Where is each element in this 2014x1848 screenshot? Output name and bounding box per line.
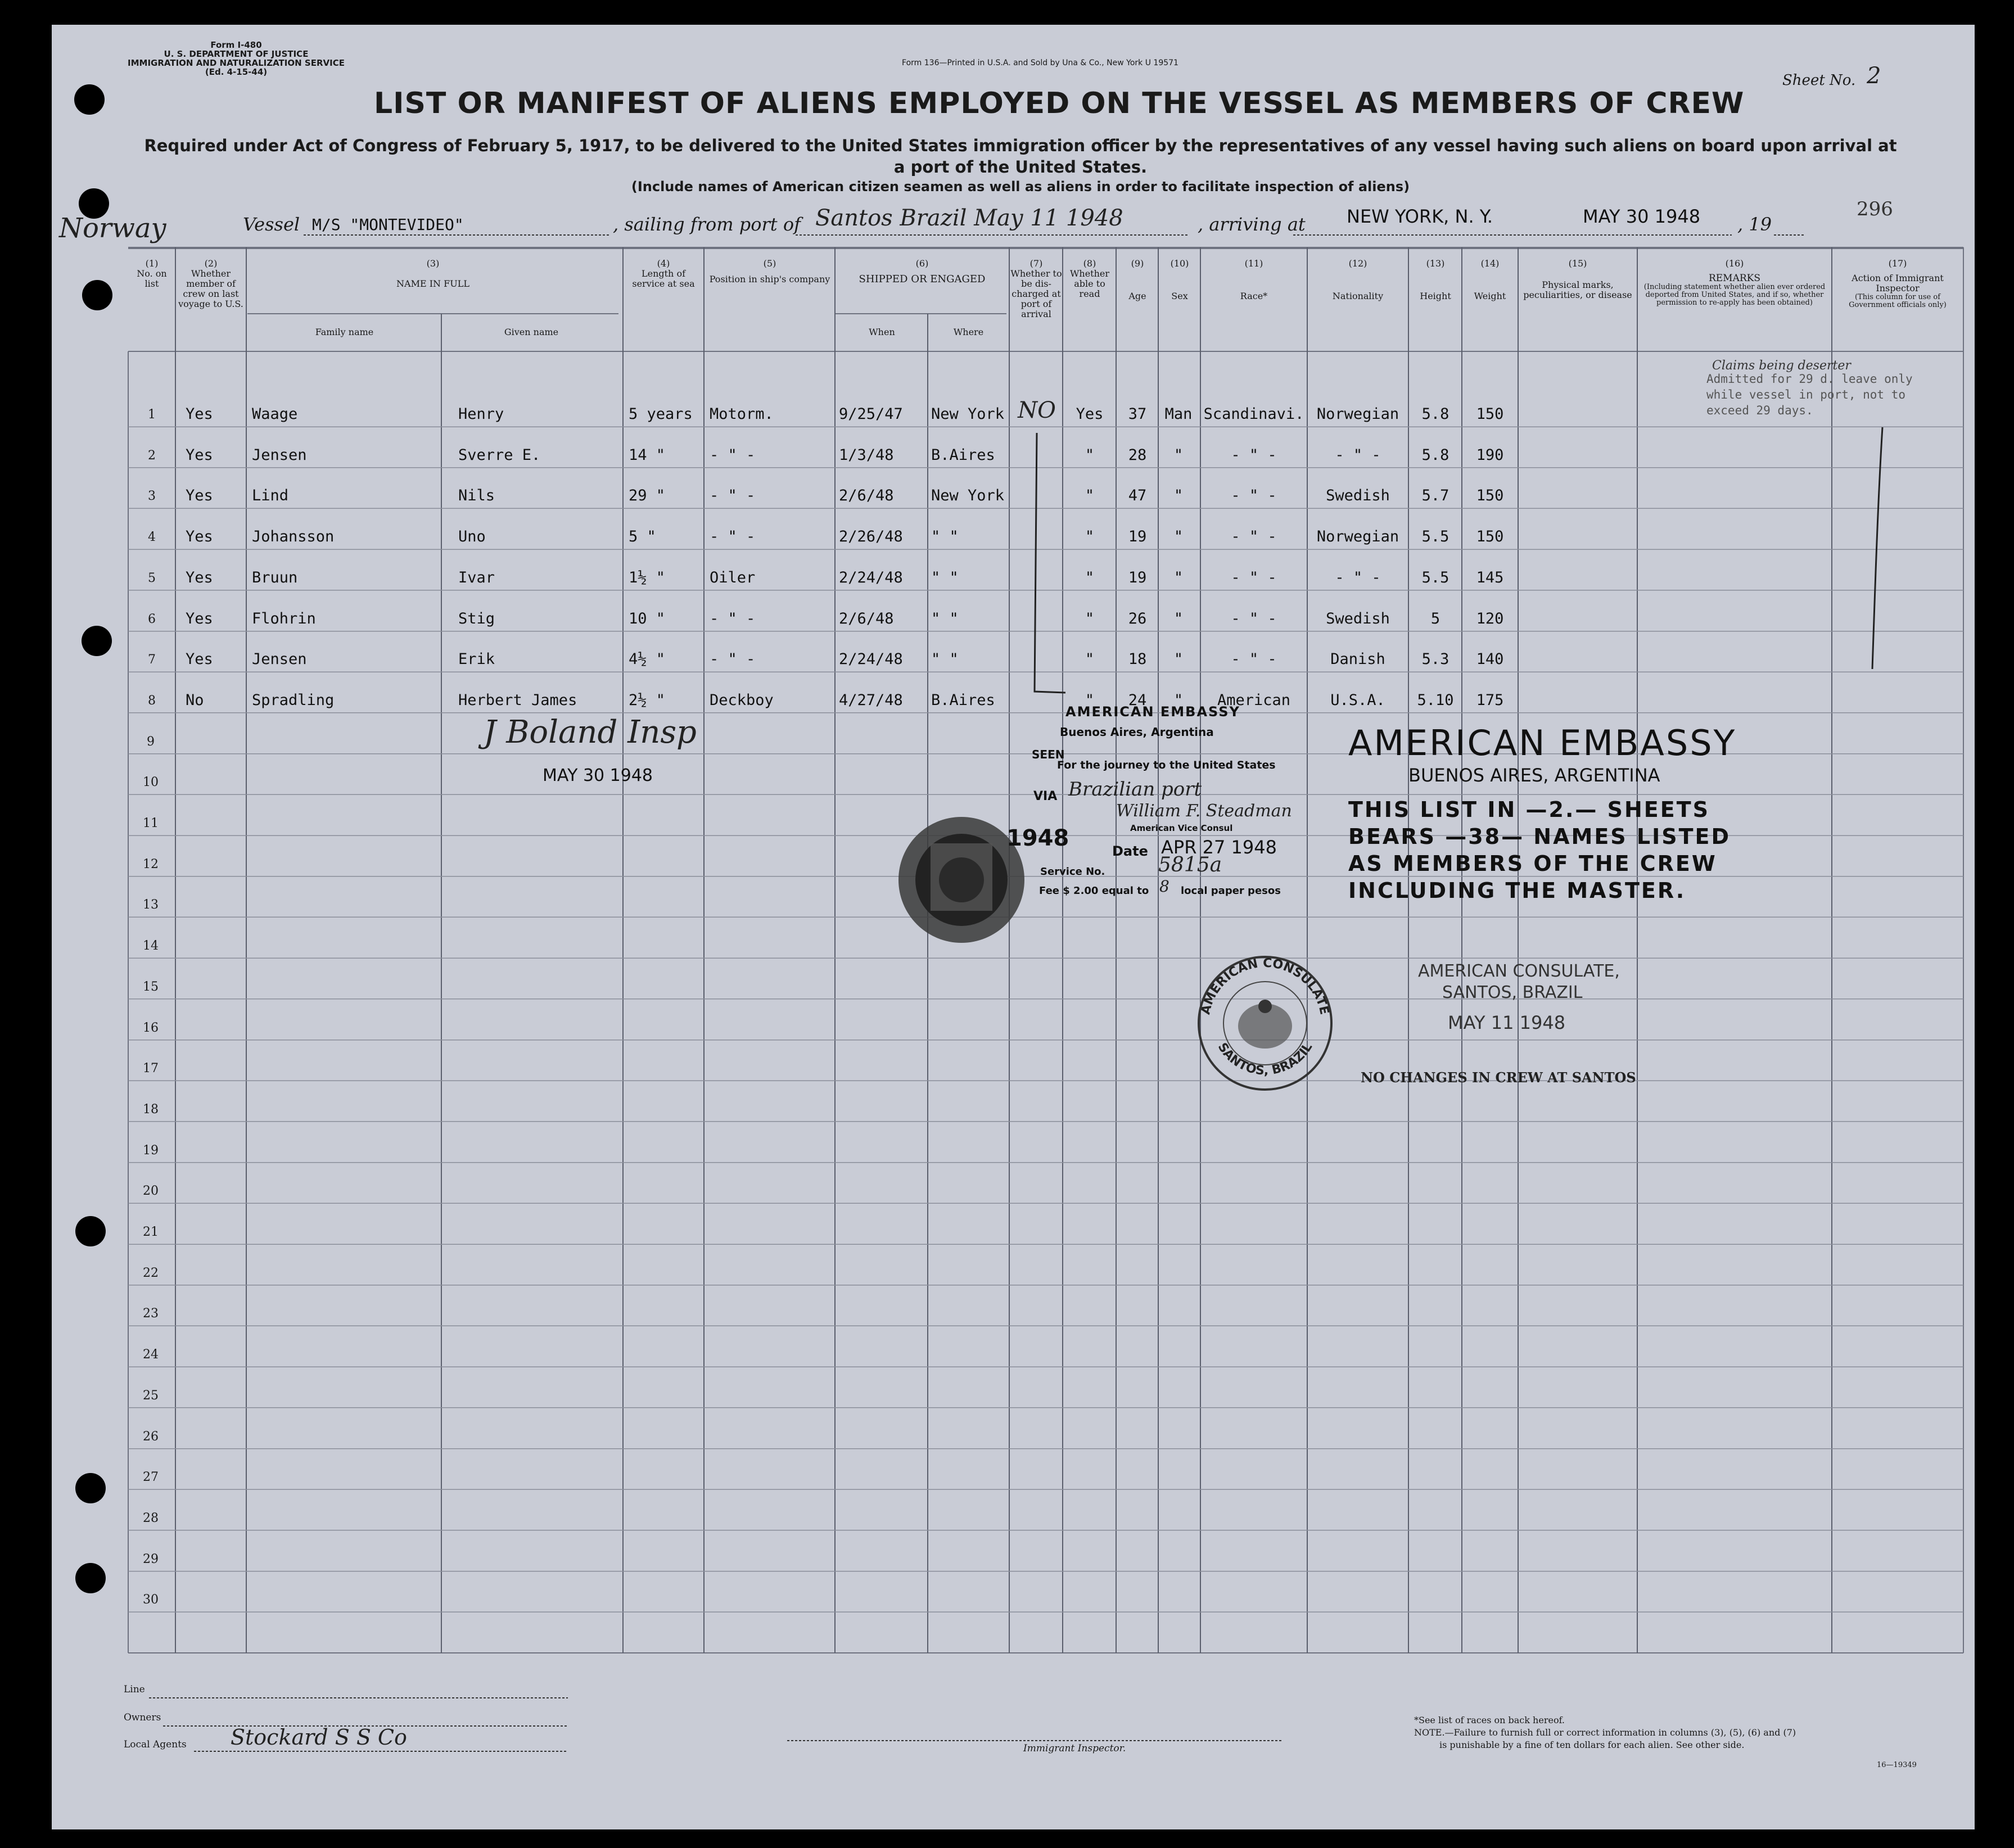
cell-weight: 150 bbox=[1476, 405, 1504, 423]
cell-family: Lind bbox=[252, 487, 289, 505]
cell-height: 5 bbox=[1430, 609, 1440, 627]
cell-prev: Yes bbox=[186, 609, 213, 627]
row-number: 28 bbox=[143, 1511, 159, 1525]
vessel-underline bbox=[0, 0, 2014, 247]
footer-note1: *See list of races on back hereof. bbox=[1414, 1715, 1565, 1725]
cell-when: 2/6/48 bbox=[839, 487, 894, 505]
embassy-stamp-line5: AS MEMBERS OF THE CREW bbox=[1348, 851, 1717, 876]
cell-race: - " - bbox=[1231, 568, 1277, 586]
cell-weight: 150 bbox=[1476, 487, 1504, 505]
cell-family: Johansson bbox=[252, 528, 335, 546]
cell-prev: No bbox=[186, 691, 204, 709]
cell-prev: Yes bbox=[186, 487, 213, 505]
cell-service: 1½ " bbox=[629, 568, 666, 586]
visa-fee-tail: local paper pesos bbox=[1181, 885, 1281, 897]
cell-race: Scandinavi. bbox=[1203, 405, 1304, 423]
cell-given: Stig bbox=[458, 609, 495, 627]
cell-nationality: Swedish bbox=[1326, 487, 1390, 505]
cell-weight: 140 bbox=[1476, 650, 1504, 668]
cell-nationality: - " - bbox=[1335, 446, 1381, 464]
row-number: 23 bbox=[143, 1307, 159, 1321]
cell-service: 5 " bbox=[629, 528, 656, 546]
col9-header: (9) Age bbox=[1128, 258, 1146, 301]
row-number: 15 bbox=[143, 979, 159, 994]
col12-header: (12) Nationality bbox=[1332, 258, 1384, 301]
cell-height: 5.8 bbox=[1421, 405, 1449, 423]
cell-race: - " - bbox=[1231, 609, 1277, 627]
cell-when: 2/26/48 bbox=[839, 528, 903, 546]
col14-header: (14) Weight bbox=[1474, 258, 1506, 301]
cell-position: - " - bbox=[710, 528, 756, 546]
visa-service-label: Service No. bbox=[1040, 866, 1105, 878]
row-number: 11 bbox=[143, 816, 159, 830]
cell-sex: " bbox=[1173, 446, 1184, 464]
visa-fee-value: 8 bbox=[1159, 877, 1169, 896]
cell-age: 26 bbox=[1128, 609, 1147, 627]
cell-nationality: Danish bbox=[1330, 650, 1385, 668]
col6-when-header: When bbox=[869, 327, 895, 337]
cell-position: - " - bbox=[710, 650, 756, 668]
seal-top-text: AMERICAN CONSULATE bbox=[1199, 956, 1331, 1016]
cell-where: New York bbox=[931, 405, 1005, 423]
form-subtitle-note: (Include names of American citizen seamen as well as aliens in order to facilitate inspection of aliens) bbox=[631, 179, 1410, 195]
cell-where: " " bbox=[931, 528, 959, 546]
footer-note2: NOTE.—Failure to furnish full or correct information in columns (3), (5), (6) and (7) bbox=[1414, 1727, 1796, 1738]
arriving-port: NEW YORK, N. Y. bbox=[1347, 206, 1493, 227]
cell-where: " " bbox=[931, 650, 959, 668]
visa-stamp-line3: For the journey to the United States bbox=[1057, 759, 1276, 771]
col6-where-header: Where bbox=[953, 327, 984, 337]
vessel-nationality: Norway bbox=[59, 213, 166, 244]
remarks-line1: Admitted for 29 d. leave only bbox=[1706, 372, 1913, 386]
embassy-stamp-line3: THIS LIST IN —2.— SHEETS bbox=[1348, 797, 1710, 822]
cell-service: 2½ " bbox=[629, 691, 666, 709]
cell-no: 2 bbox=[148, 448, 156, 463]
footer-owners-label: Owners bbox=[124, 1712, 161, 1723]
vessel-name: M/S "MONTEVIDEO" bbox=[312, 215, 464, 234]
cell-where: " " bbox=[931, 568, 959, 586]
cell-position: - " - bbox=[710, 609, 756, 627]
footer-agents-value: Stockard S S Co bbox=[231, 1725, 407, 1750]
remarks-line2: while vessel in port, not to bbox=[1706, 388, 1906, 401]
cell-no: 6 bbox=[148, 612, 156, 626]
cell-weight: 120 bbox=[1476, 609, 1504, 627]
cell-sex: " bbox=[1173, 650, 1184, 668]
consulate-stamp-line2: SANTOS, BRAZIL bbox=[1442, 983, 1583, 1002]
cell-family: Jensen bbox=[252, 650, 307, 668]
cell-given: Uno bbox=[458, 528, 486, 546]
cell-weight: 190 bbox=[1476, 446, 1504, 464]
sailing-label: , sailing from port of bbox=[613, 214, 801, 235]
cell-given: Nils bbox=[458, 487, 495, 505]
year-label: , 19 bbox=[1737, 214, 1772, 235]
cell-sex: " bbox=[1173, 568, 1184, 586]
form-subtitle: Required under Act of Congress of February 5, 1917, to be delivered to the United States immigration officer by the representatives of any vessel having such aliens on board upon arrival at a port of the United States. bbox=[144, 136, 1897, 177]
cell-discharged: NO bbox=[1018, 397, 1056, 423]
row-number: 22 bbox=[143, 1266, 159, 1280]
cell-where: " " bbox=[931, 609, 959, 627]
cell-family: Bruun bbox=[252, 568, 298, 586]
col7-header: (7) Whether to be dis-charged at port of arrival bbox=[1010, 258, 1062, 319]
col5-header: (5) Position in ship's company bbox=[709, 258, 830, 284]
cell-where: New York bbox=[931, 487, 1005, 505]
col17-header: (17) Action of Immigrant Inspector (This column for use of Government officials only) bbox=[1849, 258, 1947, 309]
cell-height: 5.7 bbox=[1421, 487, 1449, 505]
cell-age: 19 bbox=[1128, 528, 1147, 546]
row-number: 21 bbox=[143, 1225, 159, 1239]
cell-read: " bbox=[1085, 691, 1095, 709]
cell-age: 47 bbox=[1128, 487, 1147, 505]
row-number: 26 bbox=[143, 1429, 159, 1444]
row-number: 29 bbox=[143, 1552, 159, 1566]
inspector-action-mark bbox=[1855, 416, 1889, 675]
visa-stamp-line2: Buenos Aires, Argentina bbox=[1060, 725, 1214, 739]
cell-nationality: Norwegian bbox=[1316, 528, 1399, 546]
footer-code: 16—19349 bbox=[1877, 1761, 1917, 1769]
cell-age: 37 bbox=[1128, 405, 1147, 423]
col11-header: (11) Race* bbox=[1240, 258, 1268, 301]
cell-race: - " - bbox=[1231, 650, 1277, 668]
cell-where: B.Aires bbox=[931, 691, 995, 709]
cell-read: Yes bbox=[1076, 405, 1104, 423]
sailing-from: Santos Brazil May 11 1948 bbox=[815, 205, 1123, 231]
cell-family: Spradling bbox=[252, 691, 335, 709]
visa-stamp-line1: AMERICAN EMBASSY bbox=[1065, 704, 1240, 720]
row-number: 20 bbox=[143, 1184, 159, 1199]
footer-inspector-label: Immigrant Inspector. bbox=[1023, 1743, 1126, 1754]
discharge-bracket bbox=[1012, 427, 1080, 697]
cell-no: 7 bbox=[148, 653, 156, 667]
sheet-number: 2 bbox=[1867, 63, 1881, 89]
page-number: 296 bbox=[1857, 198, 1893, 220]
row-number: 30 bbox=[143, 1593, 159, 1607]
cell-when: 2/24/48 bbox=[839, 650, 903, 668]
cell-prev: Yes bbox=[186, 405, 213, 423]
cell-nationality: U.S.A. bbox=[1330, 691, 1385, 709]
cell-height: 5.5 bbox=[1421, 568, 1449, 586]
arriving-label: , arriving at bbox=[1198, 214, 1306, 235]
cell-no: 5 bbox=[148, 571, 156, 585]
vessel-label: Vessel bbox=[243, 214, 300, 235]
cell-age: 24 bbox=[1128, 691, 1147, 709]
printer-line: Form 136—Printed in U.S.A. and Sold by Una & Co., New York U 19571 bbox=[902, 58, 1178, 67]
footer-note3: is punishable by a fine of ten dollars for each alien. See other side. bbox=[1439, 1739, 1745, 1750]
consulate-seal bbox=[1192, 950, 1338, 1096]
cell-given: Herbert James bbox=[458, 691, 577, 709]
col4-header: (4) Length of service at sea bbox=[632, 258, 695, 289]
cell-prev: Yes bbox=[186, 446, 213, 464]
cell-prev: Yes bbox=[186, 568, 213, 586]
col13-header: (13) Height bbox=[1420, 258, 1451, 301]
cell-no: 3 bbox=[148, 489, 156, 504]
cell-position: Oiler bbox=[710, 568, 756, 586]
col3-given-header: Given name bbox=[504, 327, 559, 337]
visa-stamp-seen: SEEN bbox=[1032, 748, 1065, 761]
embassy-stamp-line1: AMERICAN EMBASSY bbox=[1348, 722, 1737, 763]
row-number: 27 bbox=[143, 1470, 159, 1485]
col6-header: (6) SHIPPED OR ENGAGED bbox=[859, 258, 986, 285]
cell-read: " bbox=[1085, 650, 1095, 668]
consulate-stamp-date: MAY 11 1948 bbox=[1448, 1012, 1566, 1033]
col16-header: (16) REMARKS (Including statement whether alien ever ordered deported from United States, and if so, whether permission to re-apply has been obtained) bbox=[1643, 258, 1826, 307]
embassy-stamp-line2: BUENOS AIRES, ARGENTINA bbox=[1408, 765, 1660, 786]
sheet-number-label: Sheet No. bbox=[1782, 72, 1856, 89]
cell-height: 5.10 bbox=[1417, 691, 1454, 709]
cell-when: 1/3/48 bbox=[839, 446, 894, 464]
cell-service: 14 " bbox=[629, 446, 666, 464]
cell-weight: 175 bbox=[1476, 691, 1504, 709]
cell-read: " bbox=[1085, 568, 1095, 586]
col2-header: (2) Whether member of crew on last voyage to U.S. bbox=[178, 258, 243, 309]
cell-height: 5.5 bbox=[1421, 528, 1449, 546]
visa-date-label: Date bbox=[1112, 843, 1148, 859]
cell-service: 5 years bbox=[629, 405, 693, 423]
cell-nationality: Norwegian bbox=[1316, 405, 1399, 423]
visa-fee-label: Fee $ 2.00 equal to bbox=[1039, 885, 1149, 897]
cell-when: 4/27/48 bbox=[839, 691, 903, 709]
cell-race: - " - bbox=[1231, 528, 1277, 546]
cell-given: Sverre E. bbox=[458, 446, 541, 464]
cell-weight: 150 bbox=[1476, 528, 1504, 546]
visa-date: APR 27 1948 bbox=[1161, 837, 1277, 858]
cell-given: Erik bbox=[458, 650, 495, 668]
cell-height: 5.3 bbox=[1421, 650, 1449, 668]
remarks-line3: exceed 29 days. bbox=[1706, 404, 1813, 417]
col1-header: (1) No. on list bbox=[137, 258, 167, 289]
row-number: 16 bbox=[143, 1020, 159, 1035]
row-number: 12 bbox=[143, 857, 159, 871]
col10-header: (10) Sex bbox=[1170, 258, 1189, 301]
inspector-date-stamp: MAY 30 1948 bbox=[543, 766, 653, 785]
cell-weight: 145 bbox=[1476, 568, 1504, 586]
cell-nationality: - " - bbox=[1335, 568, 1381, 586]
page-title: LIST OR MANIFEST OF ALIENS EMPLOYED ON THE VESSEL AS MEMBERS OF CREW bbox=[374, 87, 1745, 120]
inspector-signature: J Boland Insp bbox=[484, 714, 697, 751]
arrival-date: MAY 30 1948 bbox=[1583, 206, 1701, 227]
cell-position: Deckboy bbox=[710, 691, 774, 709]
embassy-stamp-line4: BEARS —38— NAMES LISTED bbox=[1348, 824, 1731, 849]
footer-line-label: Line bbox=[124, 1684, 145, 1695]
cell-nationality: Swedish bbox=[1326, 609, 1390, 627]
cell-age: 28 bbox=[1128, 446, 1147, 464]
cell-family: Waage bbox=[252, 405, 298, 423]
remarks-handwritten: Claims being deserter bbox=[1712, 359, 1851, 373]
cell-sex: " bbox=[1173, 609, 1184, 627]
cell-where: B.Aires bbox=[931, 446, 995, 464]
seal-bottom-text: SANTOS, BRAZIL bbox=[1214, 1040, 1316, 1078]
col3-family-header: Family name bbox=[315, 327, 374, 337]
cell-race: - " - bbox=[1231, 487, 1277, 505]
cell-read: " bbox=[1085, 609, 1095, 627]
visa-service-no: 5815a bbox=[1158, 853, 1222, 876]
consulate-note: NO CHANGES IN CREW AT SANTOS bbox=[1361, 1069, 1636, 1086]
col3-header: (3) NAME IN FULL bbox=[396, 258, 469, 289]
cell-sex: Man bbox=[1164, 405, 1193, 423]
cell-height: 5.8 bbox=[1421, 446, 1449, 464]
row-number: 14 bbox=[143, 939, 159, 954]
col15-header: (15) Physical marks, peculiarities, or disease bbox=[1523, 258, 1632, 300]
row-number: 25 bbox=[143, 1388, 159, 1403]
cell-given: Ivar bbox=[458, 568, 495, 586]
cell-read: " bbox=[1085, 446, 1095, 464]
cell-no: 8 bbox=[148, 693, 156, 708]
form-number: Form I-480 bbox=[210, 40, 262, 50]
visa-via-label: VIA bbox=[1033, 789, 1058, 803]
row-number: 10 bbox=[143, 775, 159, 790]
embassy-stamp-line6: INCLUDING THE MASTER. bbox=[1348, 878, 1686, 903]
cell-race: American bbox=[1217, 691, 1291, 709]
cell-given: Henry bbox=[458, 405, 504, 423]
form-edition: (Ed. 4-15-44) bbox=[205, 67, 268, 77]
row-number: 13 bbox=[143, 898, 159, 912]
cell-when: 2/24/48 bbox=[839, 568, 903, 586]
row-number: 19 bbox=[143, 1143, 159, 1158]
cell-sex: " bbox=[1173, 528, 1184, 546]
cell-when: 9/25/47 bbox=[839, 405, 903, 423]
cell-service: 29 " bbox=[629, 487, 666, 505]
cell-prev: Yes bbox=[186, 650, 213, 668]
cell-age: 18 bbox=[1128, 650, 1147, 668]
fiscal-year: 1948 bbox=[1006, 825, 1069, 851]
cell-read: " bbox=[1085, 528, 1095, 546]
cell-service: 4½ " bbox=[629, 650, 666, 668]
cell-position: Motorm. bbox=[710, 405, 774, 423]
cell-race: - " - bbox=[1231, 446, 1277, 464]
col8-header: (8) Whether able to read bbox=[1069, 258, 1110, 299]
row-number: 18 bbox=[143, 1102, 159, 1117]
cell-no: 1 bbox=[148, 408, 156, 422]
department: U. S. DEPARTMENT OF JUSTICE bbox=[164, 49, 309, 59]
service: IMMIGRATION AND NATURALIZATION SERVICE bbox=[128, 58, 345, 68]
cell-sex: " bbox=[1173, 487, 1184, 505]
cell-no: 4 bbox=[148, 530, 156, 545]
visa-role: American Vice Consul bbox=[1130, 823, 1233, 833]
cell-when: 2/6/48 bbox=[839, 609, 894, 627]
cell-prev: Yes bbox=[186, 528, 213, 546]
cell-position: - " - bbox=[710, 487, 756, 505]
cell-age: 19 bbox=[1128, 568, 1147, 586]
consulate-stamp-line1: AMERICAN CONSULATE, bbox=[1418, 961, 1620, 981]
cell-family: Flohrin bbox=[252, 609, 316, 627]
cell-sex: " bbox=[1173, 691, 1184, 709]
cell-read: " bbox=[1085, 487, 1095, 505]
row-number: 9 bbox=[147, 734, 155, 749]
footer-agents-label: Local Agents bbox=[124, 1739, 187, 1750]
cell-position: - " - bbox=[710, 446, 756, 464]
visa-signature: William F. Steadman bbox=[1116, 801, 1292, 821]
row-number: 17 bbox=[143, 1061, 159, 1076]
cell-service: 10 " bbox=[629, 609, 666, 627]
visa-via: Brazilian port bbox=[1068, 778, 1202, 801]
cell-family: Jensen bbox=[252, 446, 307, 464]
row-number: 24 bbox=[143, 1348, 159, 1362]
